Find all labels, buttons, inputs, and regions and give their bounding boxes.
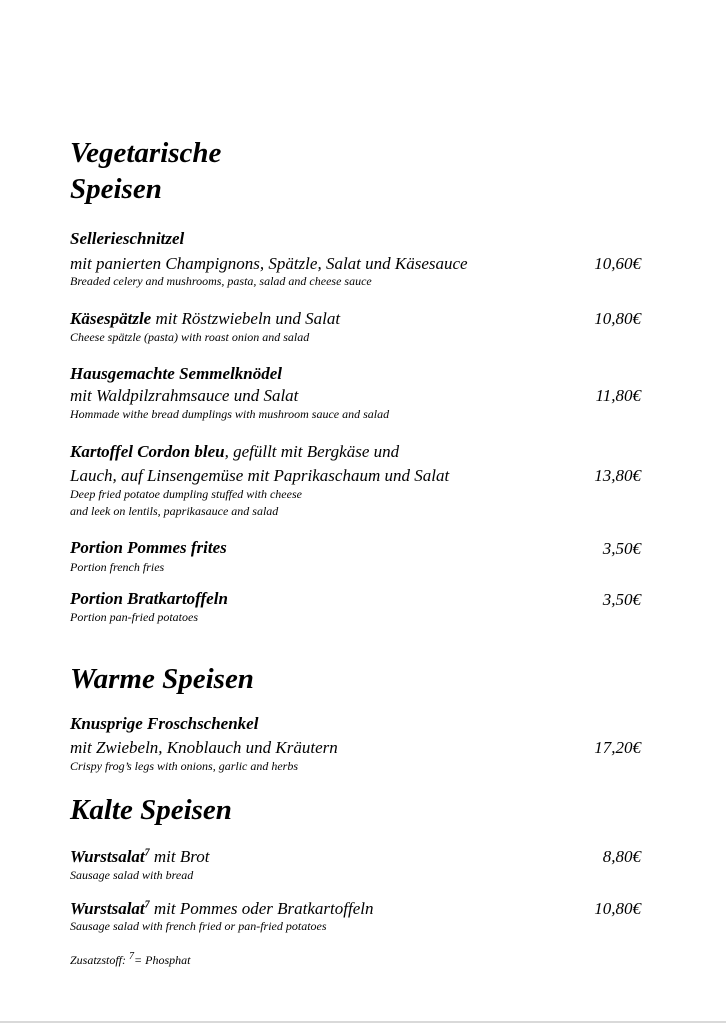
section-title-vegetarisch-line2: Speisen bbox=[70, 173, 162, 205]
item-desc-kaesespaetzle: mit Röstzwiebeln und Salat bbox=[151, 309, 341, 328]
item-name-kaesespaetzle: Käsespätzle bbox=[70, 309, 152, 328]
item-price-semmelknoedel: 11,80€ bbox=[595, 386, 641, 405]
item-translation-froschschenkel: Crispy frog’s legs with onions, garlic and herbs bbox=[70, 759, 299, 773]
item-translation2-cordonbleu: and leek on lentils, paprikasauce and salad bbox=[70, 504, 279, 518]
item-name-bratkartoffeln: Portion Bratkartoffeln bbox=[70, 589, 228, 608]
item-price-froschschenkel: 17,20€ bbox=[594, 738, 641, 757]
item-name-froschschenkel: Knusprige Froschschenkel bbox=[70, 714, 259, 733]
footnote-label: Zusatzstoff: bbox=[70, 953, 130, 967]
item-desc1-cordonbleu: , gefüllt mit Bergkäse und bbox=[224, 442, 400, 461]
item-price-sellerie: 10,60€ bbox=[594, 254, 641, 273]
page-bottom-edge bbox=[0, 1021, 726, 1023]
section-title-warme: Warme Speisen bbox=[70, 663, 254, 695]
item-sup-wurstsalat2: 7 bbox=[144, 899, 150, 911]
item-name-pommes: Portion Pommes frites bbox=[70, 538, 227, 557]
item-name-cordonbleu: Kartoffel Cordon bleu bbox=[70, 442, 225, 461]
item-desc-wurstsalat2: mit Pommes oder Bratkartoffeln bbox=[149, 899, 374, 918]
item-line-cordonbleu bbox=[70, 441, 399, 462]
item-translation-wurstsalat2: Sausage salad with french fried or pan-fried potatoes bbox=[70, 919, 327, 933]
item-name-wurstsalat1: Wurstsalat bbox=[70, 847, 145, 866]
item-line-wurstsalat2 bbox=[70, 898, 373, 919]
item-price-wurstsalat2: 10,80€ bbox=[594, 899, 641, 918]
item-name-sellerie: Sellerieschnitzel bbox=[70, 229, 185, 248]
item-desc2-cordonbleu: Lauch, auf Linsengemüse mit Paprikaschaum und Salat bbox=[70, 466, 450, 485]
item-translation-wurstsalat1: Sausage salad with bread bbox=[70, 868, 194, 882]
item-translation-sellerie: Breaded celery and mushrooms, pasta, salad and cheese sauce bbox=[70, 274, 372, 288]
item-name-semmelknoedel: Hausgemachte Semmelknödel bbox=[70, 364, 283, 383]
item-price-wurstsalat1: 8,80€ bbox=[602, 847, 641, 866]
section-title-vegetarisch-line1: Vegetarische bbox=[70, 137, 222, 169]
section-title-kalte: Kalte Speisen bbox=[70, 794, 232, 826]
item-line-kaesespaetzle bbox=[70, 308, 340, 329]
item-translation-semmelknoedel: Hommade withe bread dumplings with mushroom sauce and salad bbox=[70, 407, 390, 421]
item-translation-bratkartoffeln: Portion pan-fried potatoes bbox=[70, 610, 198, 624]
footnote-sup: 7 bbox=[129, 951, 135, 962]
item-line-wurstsalat1 bbox=[70, 846, 209, 867]
item-translation-kaesespaetzle: Cheese spätzle (pasta) with roast onion and salad bbox=[70, 330, 310, 344]
item-price-kaesespaetzle: 10,80€ bbox=[594, 309, 641, 328]
item-desc-semmelknoedel: mit Waldpilzrahmsauce und Salat bbox=[70, 386, 299, 405]
item-sup-wurstsalat1: 7 bbox=[144, 847, 150, 859]
item-translation1-cordonbleu: Deep fried potatoe dumpling stuffed with cheese bbox=[70, 487, 302, 501]
item-translation-pommes: Portion french fries bbox=[70, 560, 165, 574]
item-price-cordonbleu: 13,80€ bbox=[594, 466, 641, 485]
item-desc-sellerie: mit panierten Champignons, Spätzle, Salat und Käsesauce bbox=[70, 254, 468, 273]
item-desc-froschschenkel: mit Zwiebeln, Knoblauch und Kräutern bbox=[70, 738, 338, 757]
footnote-text: = Phosphat bbox=[134, 953, 191, 967]
item-desc-wurstsalat1: mit Brot bbox=[149, 847, 210, 866]
item-price-pommes: 3,50€ bbox=[602, 539, 641, 558]
footnote bbox=[70, 953, 190, 968]
item-name-wurstsalat2: Wurstsalat bbox=[70, 899, 145, 918]
item-price-bratkartoffeln: 3,50€ bbox=[602, 590, 641, 609]
